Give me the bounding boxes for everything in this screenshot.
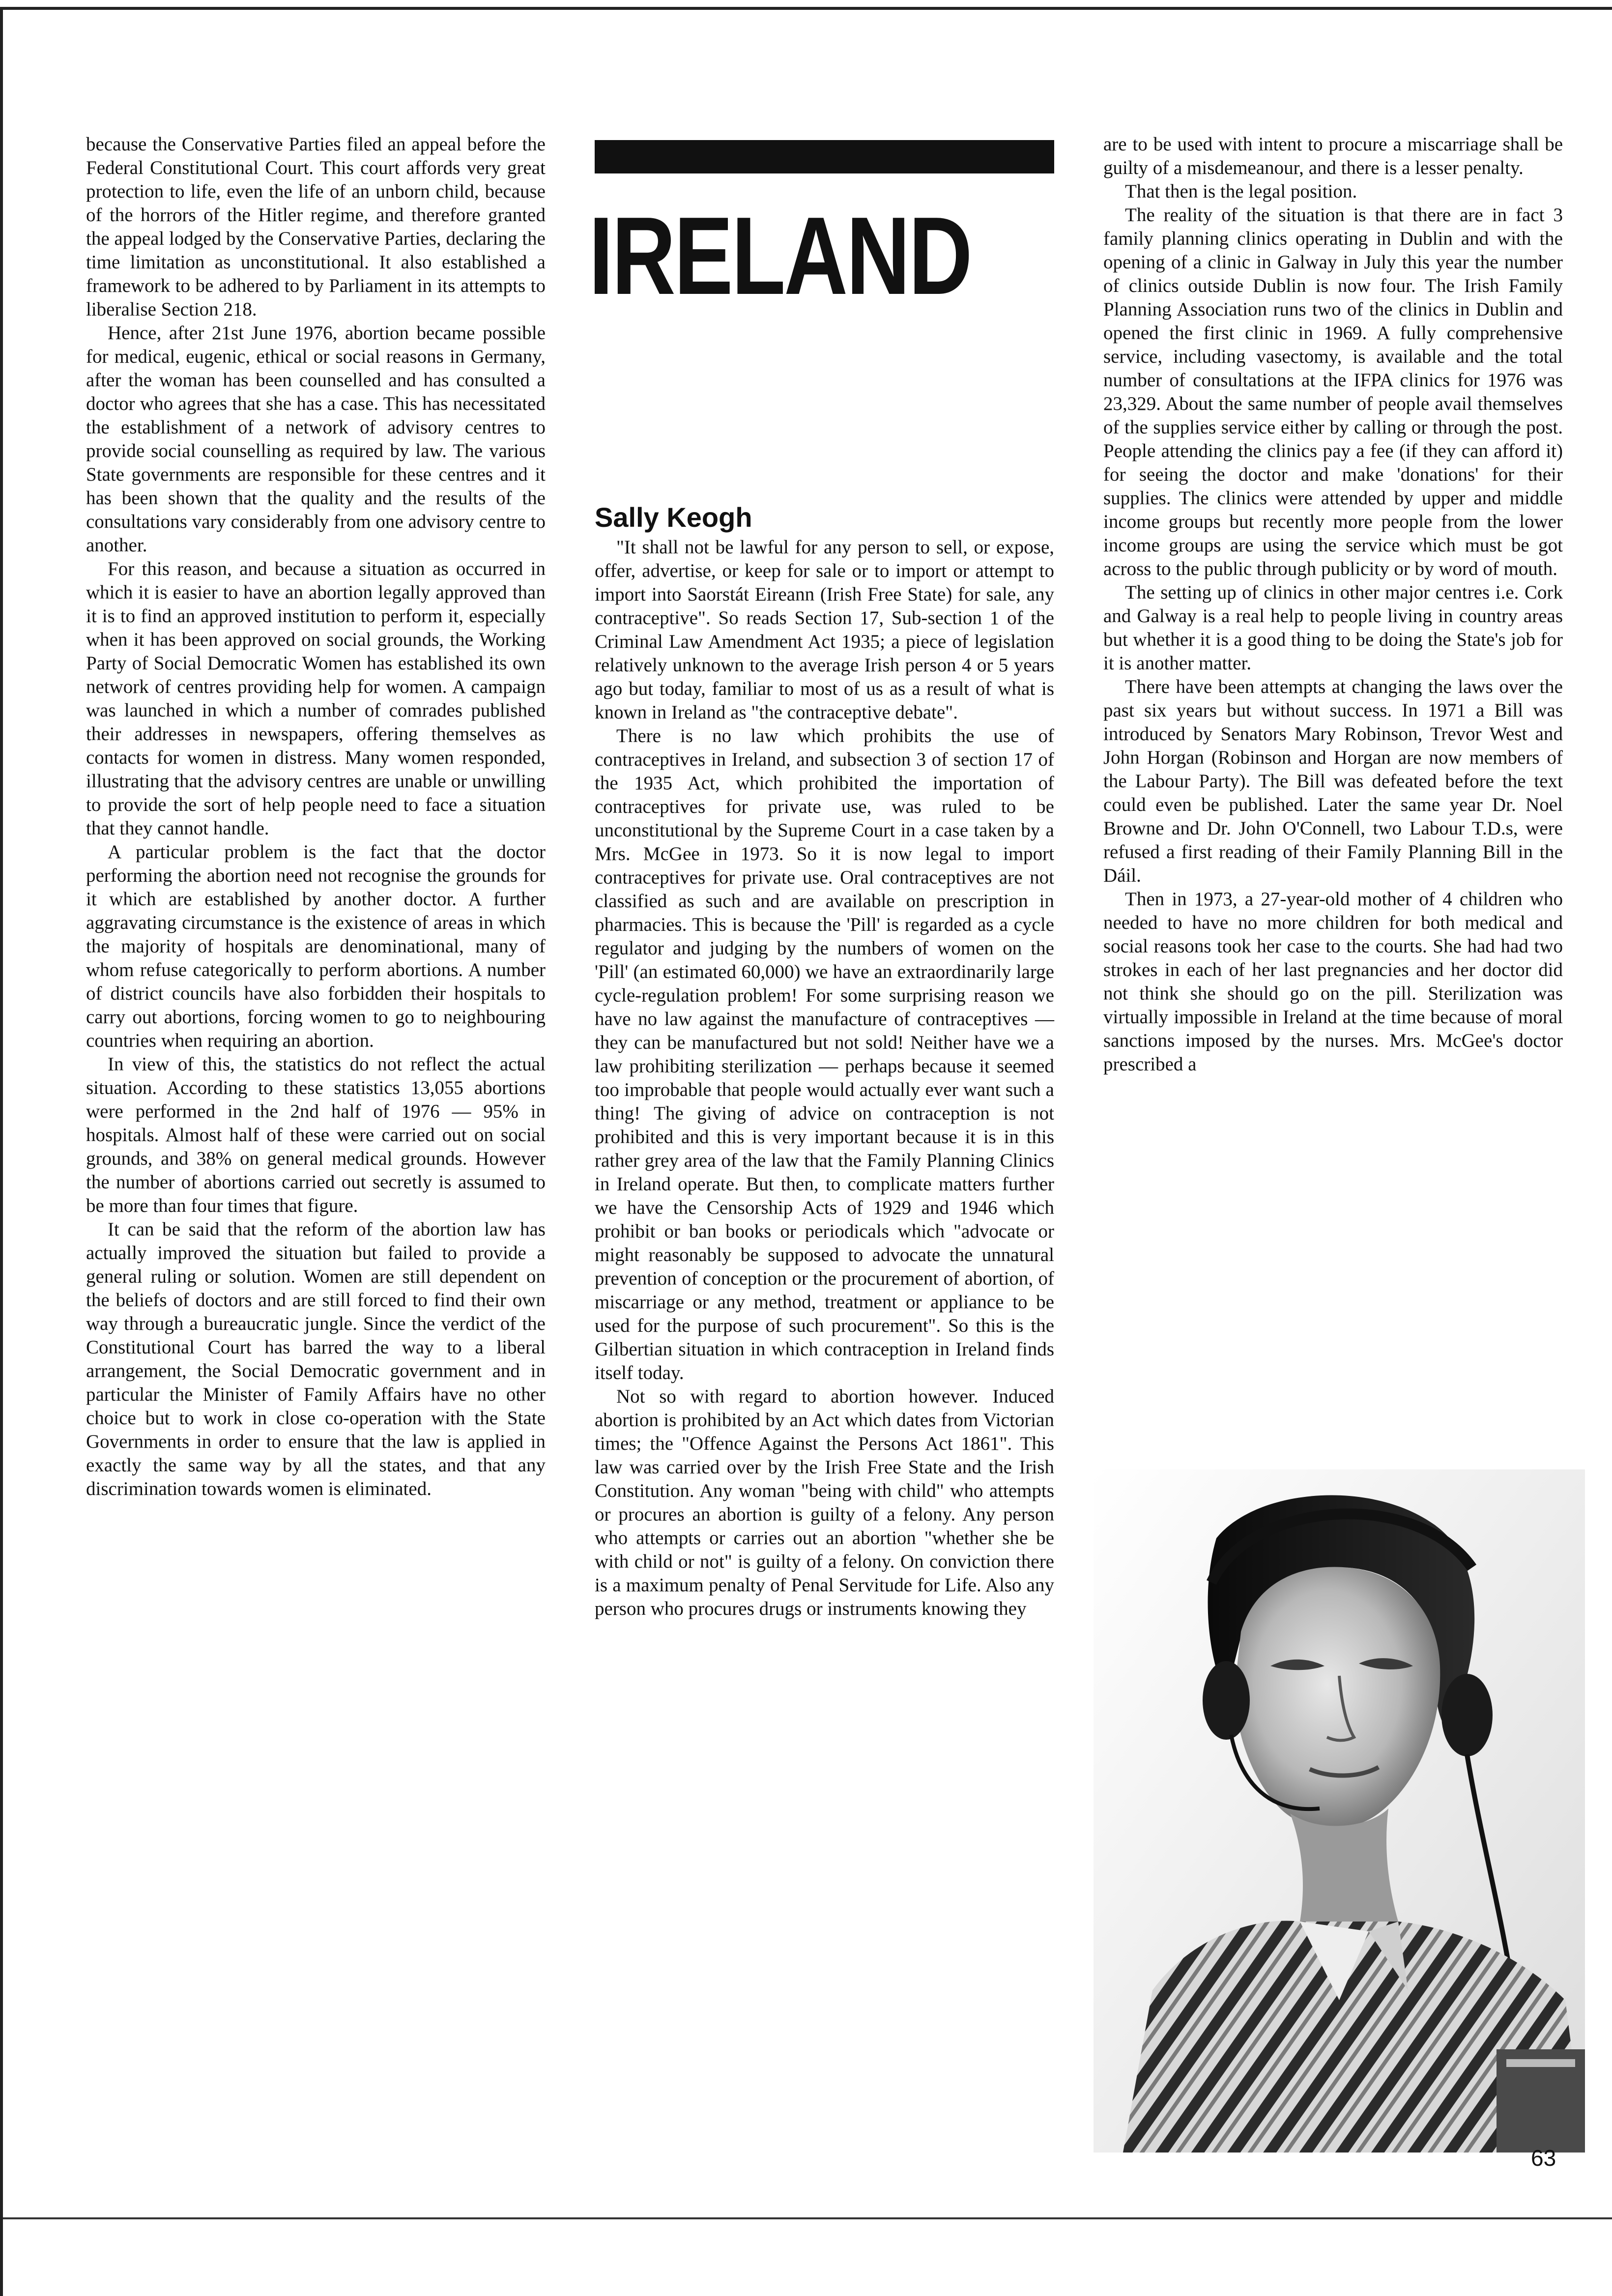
page-number: 63 [1531, 2145, 1556, 2171]
paragraph: It can be said that the reform of the abortion law has actually improved the situation but failed to provide a general ruling or solution. Women are still dependent on the beliefs of doctors and are still forced to find their own way through a bureaucratic jungle. Since the verdict of the Constitutional Court has barred the way to a liberal arrangement, the Social Democratic government and in particular the Minister of Family Affairs have no other choice but to work in close co-operation with the State Governments in order to ensure that the law is applied in exactly the same way by all the states, and that any discrimination towards women is eliminated. [86, 1219, 546, 1499]
paragraph: That then is the legal position. [1125, 181, 1357, 202]
photo-woman-headset [1094, 1469, 1585, 2152]
page-border-left [0, 7, 3, 2296]
paragraph: For this reason, and because a situation as occurred in which it is easier to have an abortion legally approved than it is to find an approved institution to perform it, especially when it has been approved on social grounds, the Working Party of Social Democratic Women has established its own network of centres providing help for women. A campaign was launched in which a number of comrades published their addresses in newspapers, offering themselves as contacts for women in distress. Many women responded, illustrating that the advisory centres are unable or unwilling to provide the sort of help people need to face a situation that they cannot handle. [86, 558, 546, 839]
page-border-top [0, 7, 1612, 10]
paragraph: "It shall not be lawful for any person to sell, or expose, offer, advertise, or keep for sale or to import or attempt to import into Saorstát Eireann (Irish Free State) for sale, any contraceptive". So reads Section 17, Sub-section 1 of the Criminal Law Amendment Act 1935; a piece of legislation relatively unknown to the average Irish person 4 or 5 years ago but today, familiar to most of us as a result of what is known in Ireland as "the contraceptive debate". [595, 537, 1054, 723]
page-border-left-lower [0, 2217, 3, 2296]
column-middle [595, 536, 1054, 1621]
title-bar [595, 140, 1054, 173]
column-right [1103, 133, 1563, 1076]
paragraph: Then in 1973, a 27-year-old mother of 4 children who needed to have no more children for both medical and social reasons took her case to the courts. She had had two strokes in each of her last pregnancies and her doctor did not think she should go on the pill. Sterilization was virtually impossible in Ireland at the time because of moral sanctions imposed by the nurses. Mrs. McGee's doctor prescribed a [1103, 889, 1563, 1075]
paragraph: The setting up of clinics in other major centres i.e. Cork and Galway is a real help to people living in country areas but whether it is a good thing to be doing the State's job for it is another matter. [1103, 582, 1563, 674]
paragraph: In view of this, the statistics do not reflect the actual situation. According to these statistics 13,055 abortions were performed in the 2nd half of 1976 — 95% in hospitals. Almost half of these were carried out on social grounds, and 38% on general medical grounds. However the number of abortions carried out secretly is assumed to be more than four times that figure. [86, 1054, 546, 1216]
paragraph: Not so with regard to abortion however. Induced abortion is prohibited by an Act which dates from Victorian times; the "Offence Against the Persons Act 1861". This law was carried over by the Irish Free State and the Irish Constitution. Any woman "being with child" who attempts or procures an abortion is guilty of a felony. Any person who attempts or carries out an abortion "whether she be with child or not" is guilty of a felony. On conviction there is a maximum penalty of Penal Servitude for Life. Also any person who procures drugs or instruments knowing they [595, 1386, 1054, 1619]
paragraph: Hence, after 21st June 1976, abortion became possible for medical, eugenic, ethical or social reasons in Germany, after the woman has been counselled and has consulted a doctor who agrees that she has a case. This has necessitated the establishment of a network of advisory centres to provide social counselling as required by law. The various State governments are responsible for these centres and it has been shown that the quality and the results of the consultations vary considerably from one advisory centre to another. [86, 322, 546, 556]
page-border-bottom [0, 2217, 1612, 2219]
paragraph: because the Conservative Parties filed an appeal before the Federal Constitutional Court. This court affords very great protection to life, even the life of an unborn child, because of the horrors of the Hitler regime, and therefore granted the appeal lodged by the Conservative Parties, declaring the time limitation as unconstitutional. It also established a framework to be adhered to by Parliament in its attempts to liberalise Section 218. [86, 134, 546, 320]
column-left [86, 133, 546, 1501]
paragraph: There have been attempts at changing the laws over the past six years but without success. In 1971 a Bill was introduced by Senators Mary Robinson, Trevor West and John Horgan (Robinson and Horgan are now members of the Labour Party). The Bill was defeated before the text could even be published. Later the same year Dr. Noel Browne and Dr. John O'Connell, two Labour T.D.s, were refused a first reading of their Family Planning Bill in the Dáil. [1103, 676, 1563, 886]
paragraph: The reality of the situation is that there are in fact 3 family planning clinics operating in Dublin and with the opening of a clinic in Galway in July this year the number of clinics outside Dublin is now four. The Irish Family Planning Association runs two of the clinics in Dublin and opened the first clinic in 1969. A fully comprehensive service, including vasectomy, is available and the total number of consultations at the IFPA clinics for 1976 was 23,329. About the same number of people avail themselves of the supplies service either by calling or through the post. People attending the clinics pay a fee (if they can afford it) for seeing the doctor and make 'donations' for their supplies. The clinics were attended by upper and middle income groups but recently more people from the lower income groups are using the service which must be got across to the public through publicity or by word of mouth. [1103, 204, 1563, 579]
article-author: Sally Keogh [595, 502, 752, 533]
article-title: IRELAND [589, 194, 971, 317]
paragraph: A particular problem is the fact that the doctor performing the abortion need not recognise the grounds for it which are established by another doctor. A further aggravating circumstance is the existence of areas in which the majority of hospitals are denominational, many of whom refuse categorically to perform abortions. A number of district councils have also forbidden their hospitals to carry out abortions, forcing women to go to neighbouring countries when requiring an abortion. [86, 841, 546, 1051]
paragraph: are to be used with intent to procure a miscarriage shall be guilty of a misdemeanour, and there is a lesser penalty. [1103, 134, 1563, 178]
paragraph: There is no law which prohibits the use of contraceptives in Ireland, and subsection 3 of section 17 of the 1935 Act, which prohibited the importation of contraceptives for private use, was ruled to be unconstitutional by the Supreme Court in a case taken by a Mrs. McGee in 1973. So it is now legal to import contraceptives for private use. Oral contraceptives are not classified as such and are available on prescription in pharmacies. This is because the 'Pill' is regarded as a cycle regulator and judging by the numbers of women on the 'Pill' (an estimated 60,000) we have an extraordinarily large cycle-regulation problem! For some surprising reason we have no law against the manufacture of contraceptives — they can be manufactured but not sold! Neither have we a law prohibiting sterilization — perhaps because it seemed too improbable that people would actually ever want such a thing! The giving of advice on contraception is not prohibited and this is very important because it is in this rather grey area of the law that the Family Planning Clinics in Ireland operate. But then, to complicate matters further we have the Censorship Acts of 1929 and 1946 which prohibit or ban books or periodicals which "advocate or might reasonably be supposed to advocate the unnatural prevention of conception or the procurement of abortion, of miscarriage or any method, treatment or appliance to be used for the purpose of such procurement". So this is the Gilbertian situation in which contraception in Ireland finds itself today. [595, 725, 1054, 1383]
